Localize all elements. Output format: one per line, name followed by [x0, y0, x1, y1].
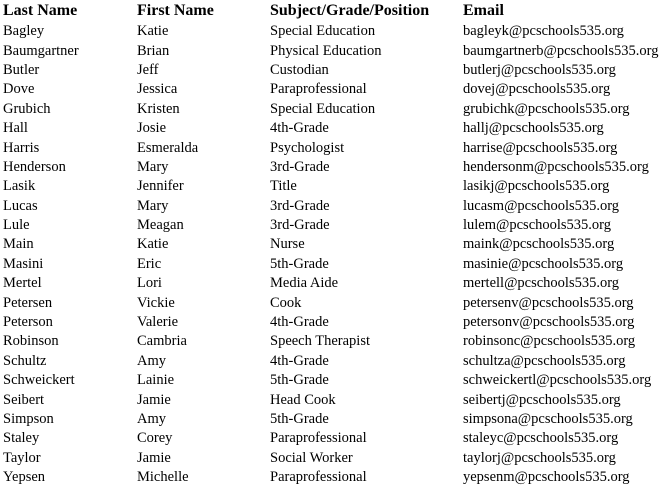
- email-cell: masinie@pcschools535.org: [463, 255, 624, 272]
- last-name-cell: Schweickert: [3, 372, 75, 389]
- position-cell: Paraprofessional: [270, 469, 367, 486]
- last-name-cell: Taylor: [3, 449, 41, 466]
- email-cell: bagleyk@pcschools535.org: [463, 23, 624, 40]
- first-name-cell: Michelle: [137, 469, 189, 486]
- last-name-cell: Staley: [3, 430, 40, 447]
- position-cell: Title: [270, 178, 297, 195]
- first-name-cell: Brian: [137, 42, 170, 59]
- last-name-cell: Butler: [3, 61, 40, 78]
- table-row: [0, 177, 672, 196]
- position-cell: 5th-Grade: [270, 255, 329, 272]
- email-cell: lulem@pcschools535.org: [463, 217, 612, 234]
- email-cell: taylorj@pcschools535.org: [463, 449, 616, 466]
- table-row: [0, 313, 672, 332]
- first-name-cell: Josie: [137, 120, 166, 137]
- last-name-cell: Seibert: [3, 391, 45, 408]
- table-row: [0, 371, 672, 390]
- position-cell: Speech Therapist: [270, 333, 370, 350]
- table-row: [0, 197, 672, 216]
- email-cell: butlerj@pcschools535.org: [463, 61, 616, 78]
- last-name-cell: Robinson: [3, 333, 59, 350]
- position-cell: Paraprofessional: [270, 81, 367, 98]
- table-row: [0, 138, 672, 157]
- last-name-cell: Peterson: [3, 314, 53, 331]
- email-cell: simpsona@pcschools535.org: [463, 411, 633, 427]
- email-cell: schultza@pcschools535.org: [463, 352, 626, 369]
- table-row: [0, 352, 672, 371]
- first-name-cell: Jeff: [137, 61, 159, 78]
- email-cell: grubichk@pcschools535.org: [463, 100, 630, 117]
- first-name-cell: Jessica: [137, 81, 178, 98]
- email-cell: lasikj@pcschools535.org: [463, 178, 610, 195]
- table-row: [0, 410, 672, 429]
- last-name-cell: Dove: [3, 81, 35, 98]
- email-cell: petersonv@pcschools535.org: [463, 314, 635, 331]
- last-name-cell: Petersen: [3, 294, 53, 311]
- last-name-cell: Baumgartner: [3, 42, 79, 59]
- position-cell: 3rd-Grade: [270, 197, 330, 214]
- email-cell: hallj@pcschools535.org: [463, 120, 604, 137]
- table-row: [0, 390, 672, 409]
- first-name-cell: Katie: [137, 236, 169, 253]
- email-cell: hendersonm@pcschools535.org: [463, 158, 649, 175]
- position-cell: Social Worker: [270, 449, 353, 466]
- email-cell: petersenv@pcschools535.org: [463, 294, 634, 311]
- last-name-cell: Lucas: [3, 197, 38, 214]
- table-row: [0, 429, 672, 448]
- table-row: [0, 235, 672, 254]
- header-position: Subject/Grade/Position: [270, 2, 430, 19]
- table-row: [0, 468, 672, 487]
- first-name-cell: Katie: [137, 23, 169, 40]
- email-cell: lucasm@pcschools535.org: [463, 197, 620, 214]
- email-cell: schweickertl@pcschools535.org: [463, 372, 652, 389]
- position-cell: 4th-Grade: [270, 120, 329, 137]
- email-cell: mertell@pcschools535.org: [463, 275, 620, 292]
- first-name-cell: Amy: [137, 411, 166, 427]
- email-cell: robinsonc@pcschools535.org: [463, 333, 636, 350]
- first-name-cell: Vickie: [137, 294, 175, 311]
- table-row: [0, 119, 672, 138]
- table-row: [0, 332, 672, 351]
- first-name-cell: Esmeralda: [137, 139, 199, 156]
- table-row: [0, 41, 672, 60]
- first-name-cell: Mary: [137, 158, 169, 175]
- position-cell: 3rd-Grade: [270, 158, 330, 175]
- email-cell: maink@pcschools535.org: [463, 236, 615, 253]
- header-last-name: Last Name: [3, 2, 78, 19]
- first-name-cell: Valerie: [137, 314, 179, 331]
- first-name-cell: Eric: [137, 255, 162, 272]
- last-name-cell: Schultz: [3, 352, 47, 369]
- position-cell: Nurse: [270, 236, 305, 253]
- last-name-cell: Hall: [3, 120, 28, 137]
- email-cell: baumgartnerb@pcschools535.org: [463, 42, 659, 59]
- position-cell: 5th-Grade: [270, 411, 329, 427]
- first-name-cell: Kristen: [137, 100, 180, 117]
- first-name-cell: Lori: [137, 275, 162, 292]
- email-cell: seibertj@pcschools535.org: [463, 391, 621, 408]
- table-row: [0, 61, 672, 80]
- table-row: [0, 255, 672, 274]
- header-email: Email: [463, 2, 504, 19]
- last-name-cell: Henderson: [3, 158, 66, 175]
- table-row: [0, 22, 672, 41]
- staff-table-body: [0, 22, 672, 487]
- position-cell: Special Education: [270, 23, 376, 40]
- position-cell: Physical Education: [270, 42, 382, 59]
- position-cell: 4th-Grade: [270, 314, 329, 331]
- position-cell: 4th-Grade: [270, 352, 329, 369]
- last-name-cell: Yepsen: [3, 469, 46, 486]
- first-name-cell: Jennifer: [137, 178, 184, 195]
- first-name-cell: Meagan: [137, 217, 184, 234]
- last-name-cell: Bagley: [3, 23, 45, 40]
- last-name-cell: Lasik: [3, 178, 36, 195]
- position-cell: Head Cook: [270, 391, 336, 408]
- first-name-cell: Cambria: [137, 333, 187, 350]
- position-cell: Psychologist: [270, 139, 345, 156]
- email-cell: yepsenm@pcschools535.org: [463, 469, 630, 486]
- position-cell: Custodian: [270, 61, 329, 78]
- table-row: [0, 274, 672, 293]
- last-name-cell: Simpson: [3, 411, 54, 427]
- position-cell: Cook: [270, 294, 302, 311]
- position-cell: Paraprofessional: [270, 430, 367, 447]
- table-row: [0, 293, 672, 312]
- table-row: [0, 80, 672, 99]
- last-name-cell: Mertel: [3, 275, 42, 292]
- table-row: [0, 216, 672, 235]
- email-cell: dovej@pcschools535.org: [463, 81, 611, 98]
- first-name-cell: Mary: [137, 197, 169, 214]
- last-name-cell: Lule: [3, 217, 30, 234]
- last-name-cell: Main: [3, 236, 34, 253]
- position-cell: 3rd-Grade: [270, 217, 330, 234]
- email-cell: staleyc@pcschools535.org: [463, 430, 619, 447]
- table-row: [0, 158, 672, 177]
- first-name-cell: Amy: [137, 352, 166, 369]
- email-cell: harrise@pcschools535.org: [463, 139, 618, 156]
- position-cell: Media Aide: [270, 275, 339, 292]
- position-cell: 5th-Grade: [270, 372, 329, 389]
- table-row: [0, 449, 672, 468]
- first-name-cell: Lainie: [137, 372, 175, 389]
- last-name-cell: Harris: [3, 139, 40, 156]
- table-row: [0, 100, 672, 119]
- position-cell: Special Education: [270, 100, 376, 117]
- header-first-name: First Name: [137, 2, 214, 19]
- header-row: [0, 0, 672, 22]
- first-name-cell: Jamie: [137, 391, 171, 408]
- first-name-cell: Corey: [137, 430, 173, 447]
- first-name-cell: Jamie: [137, 449, 171, 466]
- last-name-cell: Grubich: [3, 100, 51, 117]
- last-name-cell: Masini: [3, 255, 44, 272]
